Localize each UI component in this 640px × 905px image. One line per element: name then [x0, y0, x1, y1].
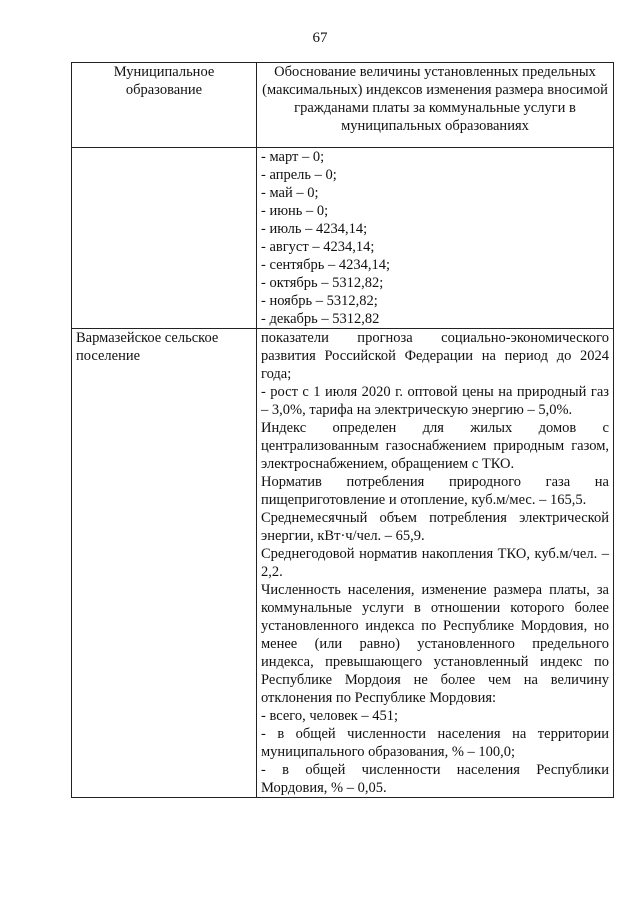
- list-item: - март – 0;: [261, 149, 325, 165]
- paragraph: Среднегодовой норматив накопления ТКО, куб.м/чел. – 2,2.: [261, 546, 609, 580]
- list-item: - декабрь – 5312,82: [261, 311, 380, 327]
- table-header-row: [72, 63, 614, 148]
- list-item: - ноябрь – 5312,82;: [261, 293, 378, 309]
- paragraph: - всего, человек – 451;: [261, 708, 399, 724]
- paragraph: Индекс определен для жилых домов с централизованным газоснабжением природным газом, электроснабжением, обращением с ТКО.: [261, 420, 609, 472]
- header-justification: Обоснование величины установленных предельных (максимальных) индексов изменения размера вносимой гражданами платы за коммунальные услуги в муниципальных образованиях: [257, 63, 614, 148]
- paragraph: Среднемесячный объем потребления электрической энергии, кВт·ч/чел. – 65,9.: [261, 510, 609, 544]
- table-row: [72, 329, 614, 798]
- justification-cell: [257, 329, 614, 798]
- paragraph: - рост с 1 июля 2020 г. оптовой цены на природный газ – 3,0%, тарифа на электрическую энергию – 5,0%.: [261, 384, 609, 418]
- list-item: - июль – 4234,14;: [261, 221, 368, 237]
- list-item: - сентябрь – 4234,14;: [261, 257, 390, 273]
- list-item: - апрель – 0;: [261, 167, 337, 183]
- header-municipality: Муниципальное образование: [72, 63, 257, 148]
- paragraph: - в общей численности населения Республики Мордовия, % – 0,05.: [261, 762, 609, 796]
- list-item: - октябрь – 5312,82;: [261, 275, 384, 291]
- municipality-cell: [72, 148, 257, 329]
- municipality-cell: Вармазейское сельское поселение: [72, 329, 257, 798]
- months-cell: [257, 148, 614, 329]
- list-item: - май – 0;: [261, 185, 319, 201]
- justification-table: [71, 62, 614, 798]
- paragraph: Численность населения, изменение размера платы, за коммунальные услуги в отношении которого более установленного индекса по Республике Мордовия, но менее (или равно) установленного предельного индекса, превышающего установленный индекс по Республике Мордоия не более чем на величину отклонения по Республике Мордовия:: [261, 582, 609, 706]
- paragraph: Норматив потребления природного газа на пищеприготовление и отопление, куб.м/мес. – 165,5.: [261, 474, 609, 508]
- paragraph: - в общей численности населения на территории муниципального образования, % – 100,0;: [261, 726, 609, 760]
- paragraph: показатели прогноза социально-экономического развития Российской Федерации на период до 2024 года;: [261, 330, 609, 382]
- page-number: 67: [312, 30, 328, 46]
- list-item: - август – 4234,14;: [261, 239, 375, 255]
- table-row: [72, 148, 614, 329]
- list-item: - июнь – 0;: [261, 203, 329, 219]
